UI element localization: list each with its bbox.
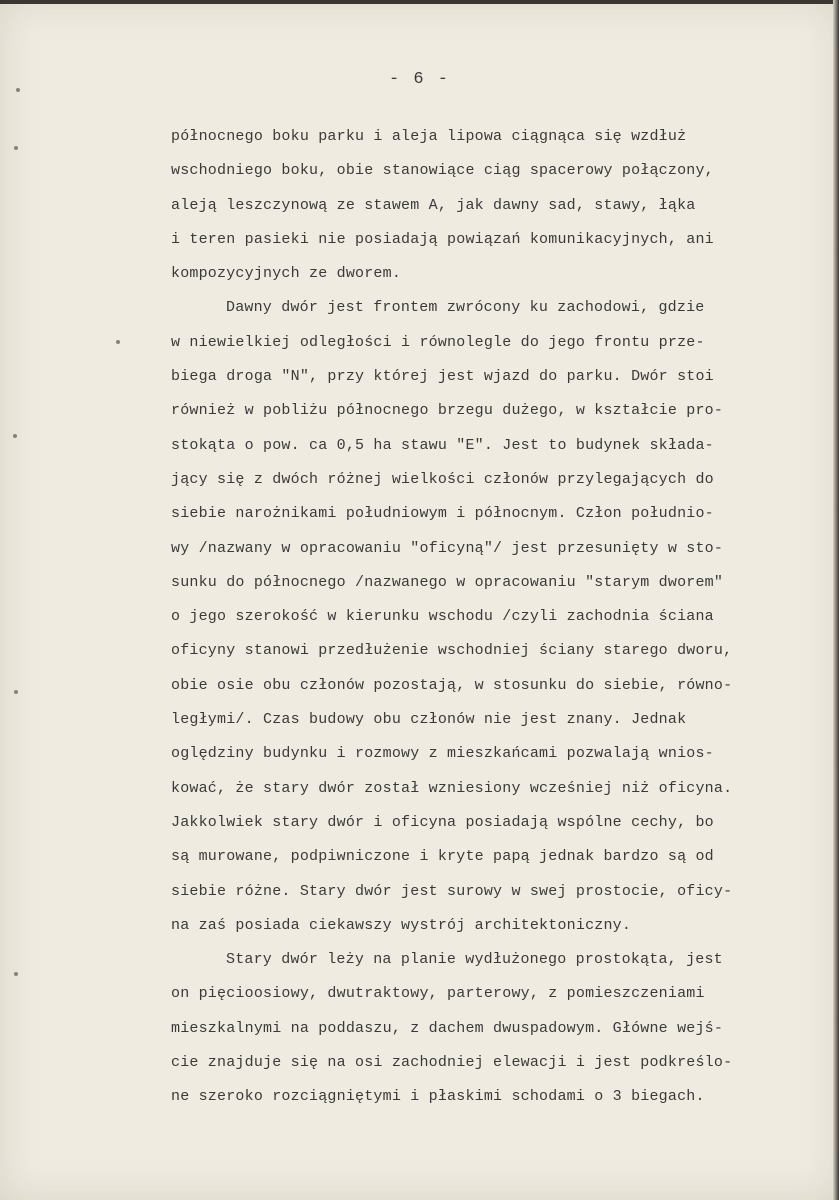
text-line: w niewielkiej odległości i równolegle do jego frontu prze-: [171, 333, 705, 351]
text-line: mieszkalnymi na poddaszu, z dachem dwuspadowym. Główne wejś-: [171, 1019, 724, 1037]
text-line: on pięcioosiowy, dwutraktowy, parterowy, z pomieszczeniami: [171, 985, 705, 1003]
page-number: - 6 -: [388, 70, 450, 89]
punch-mark: [116, 340, 120, 344]
punch-mark: [13, 434, 17, 438]
text-line: siebie różne. Stary dwór jest surowy w swej prostocie, oficy-: [171, 882, 733, 900]
text-line: północnego boku parku i aleja lipowa ciągnąca się wzdłuż: [171, 128, 687, 145]
text-line: kompozycyjnych ze dworem.: [171, 265, 402, 283]
body-text: [171, 120, 811, 1115]
punch-mark: [14, 146, 18, 150]
punch-mark: [14, 972, 18, 976]
text-line: ległymi/. Czas budowy obu członów nie jest znany. Jednak: [171, 711, 687, 729]
text-line: również w pobliżu północnego brzegu dużego, w kształcie pro-: [171, 402, 724, 420]
text-line: siebie narożnikami południowym i północnym. Człon południo-: [171, 505, 714, 523]
text-line: oficyny stanowi przedłużenie wschodniej ściany starego dworu,: [171, 642, 733, 660]
text-line: aleją leszczynową ze stawem A, jak dawny sad, stawy, łąka: [171, 196, 696, 214]
text-line: cie znajduje się na osi zachodniej elewacji i jest podkreślo-: [171, 1054, 733, 1072]
text-line: biega droga "N", przy której jest wjazd do parku. Dwór stoi: [171, 368, 714, 386]
scan-edge-top: [0, 0, 839, 4]
text-line: obie osie obu członów pozostają, w stosunku do siebie, równo-: [171, 676, 733, 694]
text-line: wschodniego boku, obie stanowiące ciąg spacerowy połączony,: [171, 162, 714, 180]
text-line: kować, że stary dwór został wzniesiony wcześniej niż oficyna.: [171, 779, 733, 797]
text-line: stokąta o pow. ca 0,5 ha stawu "E". Jest to budynek składa-: [171, 436, 714, 454]
punch-mark: [14, 690, 18, 694]
text-line: sunku do północnego /nazwanego w opracowaniu "starym dworem": [171, 573, 724, 591]
text-line: o jego szerokość w kierunku wschodu /czyli zachodnia ściana: [171, 608, 714, 626]
text-line: oględziny budynku i rozmowy z mieszkańcami pozwalają wnios-: [171, 745, 714, 763]
text-line: Dawny dwór jest frontem zwrócony ku zachodowi, gdzie: [226, 299, 705, 317]
text-line: na zaś posiada ciekawszy wystrój architektoniczny.: [171, 916, 632, 934]
scan-edge-right: [833, 0, 839, 1200]
text-line: Stary dwór leży na planie wydłużonego prostokąta, jest: [226, 951, 723, 969]
text-line: Jakkolwiek stary dwór i oficyna posiadają wspólne cechy, bo: [171, 813, 714, 831]
text-line: i teren pasieki nie posiadają powiązań komunikacyjnych, ani: [171, 230, 714, 248]
text-line: ne szeroko rozciągniętymi i płaskimi schodami o 3 biegach.: [171, 1088, 705, 1106]
text-line: są murowane, podpiwniczone i kryte papą jednak bardzo są od: [171, 848, 714, 866]
text-line: wy /nazwany w opracowaniu "oficyną"/ jest przesunięty w sto-: [171, 539, 724, 557]
text-line: jący się z dwóch różnej wielkości członów przylegających do: [171, 470, 714, 488]
